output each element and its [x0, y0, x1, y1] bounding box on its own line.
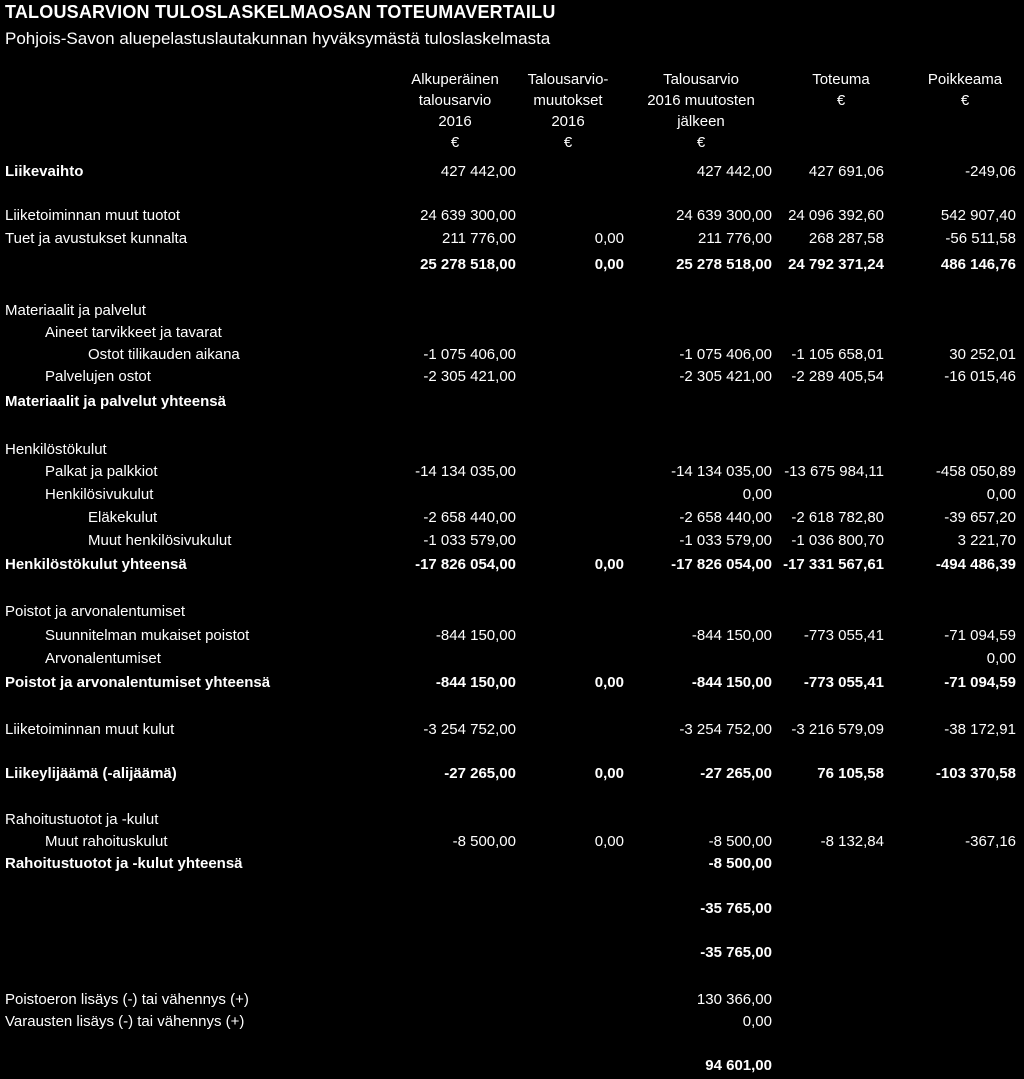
cell-original-budget: -844 150,00: [435, 627, 516, 644]
row-label: Materiaalit ja palvelut yhteensä: [5, 393, 226, 410]
cell-budget-after-changes: -2 305 421,00: [679, 368, 772, 385]
cell-actual: -13 675 984,11: [784, 463, 884, 480]
row-label: Rahoitustuotot ja -kulut: [5, 811, 159, 828]
cell-budget-after-changes: -8 500,00: [708, 833, 772, 850]
cell-variance: 486 146,76: [940, 256, 1016, 273]
cell-budget-after-changes: 0,00: [742, 1013, 772, 1030]
cell-actual: -2 289 405,54: [791, 368, 884, 385]
cell-budget-changes: 0,00: [594, 556, 624, 573]
cell-variance: -71 094,59: [944, 627, 1016, 644]
table-row: [0, 207, 1024, 229]
table-row: [0, 721, 1024, 743]
cell-original-budget: 211 776,00: [442, 230, 516, 247]
table-row: [0, 441, 1024, 463]
cell-variance: 0,00: [986, 486, 1016, 503]
cell-original-budget: -27 265,00: [444, 765, 516, 782]
table-row: [0, 650, 1024, 672]
row-label: Poistot ja arvonalentumiset: [5, 603, 186, 620]
column-header-budget-after-changes: Talousarvio 2016 muutosten jälkeen €: [647, 71, 755, 151]
cell-budget-after-changes: 25 278 518,00: [676, 256, 772, 273]
row-label: Ostot tilikauden aikana: [88, 346, 240, 363]
row-label: Muut henkilösivukulut: [88, 532, 232, 549]
table-row: [0, 765, 1024, 787]
table-row: [0, 991, 1024, 1013]
table-row: [0, 346, 1024, 368]
cell-budget-changes: 0,00: [594, 230, 624, 247]
cell-budget-after-changes: -35 765,00: [700, 944, 772, 961]
cell-original-budget: -844 150,00: [435, 674, 516, 691]
cell-original-budget: -8 500,00: [452, 833, 516, 850]
cell-budget-after-changes: -14 134 035,00: [671, 463, 772, 480]
row-label: Varausten lisäys (-) tai vähennys (+): [5, 1013, 245, 1030]
cell-variance: 30 252,01: [949, 346, 1016, 363]
table-row: [0, 627, 1024, 649]
table-row: [0, 1013, 1024, 1035]
column-header-original-budget: Alkuperäinen talousarvio 2016 €: [411, 71, 499, 151]
row-label: Liiketoiminnan muut tuotot: [5, 207, 181, 224]
cell-actual: 268 287,58: [808, 230, 884, 247]
cell-budget-after-changes: 130 366,00: [696, 991, 772, 1008]
row-label: Palvelujen ostot: [45, 368, 151, 385]
table-row: [0, 324, 1024, 346]
cell-budget-changes: 0,00: [594, 833, 624, 850]
row-label: Liiketoiminnan muut kulut: [5, 721, 175, 738]
cell-budget-after-changes: -35 765,00: [700, 900, 772, 917]
cell-actual: -1 105 658,01: [791, 346, 884, 363]
cell-variance: -494 486,39: [935, 556, 1016, 573]
table-row: [0, 486, 1024, 508]
table-row: [0, 368, 1024, 390]
cell-actual: 24 792 371,24: [788, 256, 884, 273]
table-row: [0, 256, 1024, 278]
cell-original-budget: -2 658 440,00: [423, 509, 516, 526]
cell-budget-changes: 0,00: [594, 256, 624, 273]
cell-original-budget: -3 254 752,00: [423, 721, 516, 738]
cell-variance: -71 094,59: [944, 674, 1016, 691]
row-label: Palkat ja palkkiot: [45, 463, 158, 480]
cell-actual: 427 691,06: [808, 163, 884, 180]
cell-variance: -249,06: [965, 163, 1016, 180]
cell-budget-after-changes: 0,00: [742, 486, 772, 503]
cell-budget-after-changes: -8 500,00: [708, 855, 772, 872]
cell-budget-after-changes: -1 033 579,00: [679, 532, 772, 549]
table-row: [0, 556, 1024, 578]
cell-variance: 3 221,70: [957, 532, 1016, 549]
table-row: [0, 1057, 1024, 1079]
cell-actual: -773 055,41: [803, 674, 884, 691]
cell-variance: -56 511,58: [945, 230, 1016, 247]
cell-actual: -1 036 800,70: [791, 532, 884, 549]
cell-actual: 76 105,58: [817, 765, 884, 782]
cell-variance: -16 015,46: [944, 368, 1016, 385]
table-row: [0, 230, 1024, 252]
cell-budget-after-changes: -844 150,00: [691, 674, 772, 691]
table-row: [0, 393, 1024, 415]
cell-original-budget: 427 442,00: [440, 163, 516, 180]
cell-variance: -38 172,91: [944, 721, 1016, 738]
cell-variance: -367,16: [965, 833, 1016, 850]
table-row: [0, 532, 1024, 554]
cell-budget-after-changes: 24 639 300,00: [676, 207, 772, 224]
cell-budget-after-changes: -3 254 752,00: [679, 721, 772, 738]
row-label: Henkilöstökulut: [5, 441, 107, 458]
report-title: TALOUSARVION TULOSLASKELMAOSAN TOTEUMAVERTAILU: [5, 2, 556, 22]
column-header-actual: Toteuma €: [812, 71, 870, 109]
cell-variance: -458 050,89: [935, 463, 1016, 480]
row-label: Suunnitelman mukaiset poistot: [45, 627, 250, 644]
cell-budget-changes: 0,00: [594, 765, 624, 782]
row-label: Eläkekulut: [88, 509, 158, 526]
table-row: [0, 163, 1024, 185]
table-row: [0, 833, 1024, 855]
cell-budget-changes: 0,00: [594, 674, 624, 691]
cell-budget-after-changes: -27 265,00: [700, 765, 772, 782]
column-header-variance: Poikkeama €: [927, 71, 1003, 109]
row-label: Liikeylijäämä (-alijäämä): [5, 765, 177, 782]
table-row: [0, 944, 1024, 966]
table-row: [0, 900, 1024, 922]
row-label: Henkilösivukulut: [45, 486, 154, 503]
cell-actual: 24 096 392,60: [788, 207, 884, 224]
cell-original-budget: -1 033 579,00: [423, 532, 516, 549]
cell-original-budget: 25 278 518,00: [420, 256, 516, 273]
row-label: Arvonalentumiset: [45, 650, 161, 667]
table-row: [0, 509, 1024, 531]
row-label: Muut rahoituskulut: [45, 833, 168, 850]
cell-budget-after-changes: -2 658 440,00: [679, 509, 772, 526]
cell-original-budget: -2 305 421,00: [423, 368, 516, 385]
table-row: [0, 674, 1024, 696]
row-label: Poistot ja arvonalentumiset yhteensä: [5, 674, 271, 691]
row-label: Henkilöstökulut yhteensä: [5, 556, 187, 573]
cell-budget-after-changes: 211 776,00: [698, 230, 772, 247]
cell-actual: -8 132,84: [820, 833, 884, 850]
table-row: [0, 855, 1024, 877]
row-label: Materiaalit ja palvelut: [5, 302, 146, 319]
cell-original-budget: -14 134 035,00: [415, 463, 516, 480]
row-label: Tuet ja avustukset kunnalta: [5, 230, 188, 247]
column-header-budget-changes: Talousarvio- muutokset 2016 €: [527, 71, 609, 151]
row-label: Aineet tarvikkeet ja tavarat: [45, 324, 222, 341]
cell-budget-after-changes: 94 601,00: [705, 1057, 772, 1074]
cell-original-budget: -17 826 054,00: [415, 556, 516, 573]
row-label: Poistoeron lisäys (-) tai vähennys (+): [5, 991, 249, 1008]
cell-original-budget: 24 639 300,00: [420, 207, 516, 224]
table-row: [0, 302, 1024, 324]
cell-budget-after-changes: 427 442,00: [696, 163, 772, 180]
cell-variance: -39 657,20: [944, 509, 1016, 526]
cell-variance: 0,00: [986, 650, 1016, 667]
cell-variance: -103 370,58: [935, 765, 1016, 782]
cell-actual: -773 055,41: [803, 627, 884, 644]
cell-variance: 542 907,40: [940, 207, 1016, 224]
cell-actual: -2 618 782,80: [791, 509, 884, 526]
table-row: [0, 463, 1024, 485]
row-label: Liikevaihto: [5, 163, 84, 180]
cell-actual: -3 216 579,09: [791, 721, 884, 738]
cell-actual: -17 331 567,61: [783, 556, 884, 573]
cell-budget-after-changes: -17 826 054,00: [671, 556, 772, 573]
row-label: Rahoitustuotot ja -kulut yhteensä: [5, 855, 243, 872]
table-row: [0, 603, 1024, 625]
report-subtitle: Pohjois-Savon aluepelastuslautakunnan hyväksymästä tuloslaskelmasta: [5, 29, 551, 48]
table-row: [0, 811, 1024, 833]
cell-original-budget: -1 075 406,00: [423, 346, 516, 363]
cell-budget-after-changes: -1 075 406,00: [679, 346, 772, 363]
cell-budget-after-changes: -844 150,00: [691, 627, 772, 644]
